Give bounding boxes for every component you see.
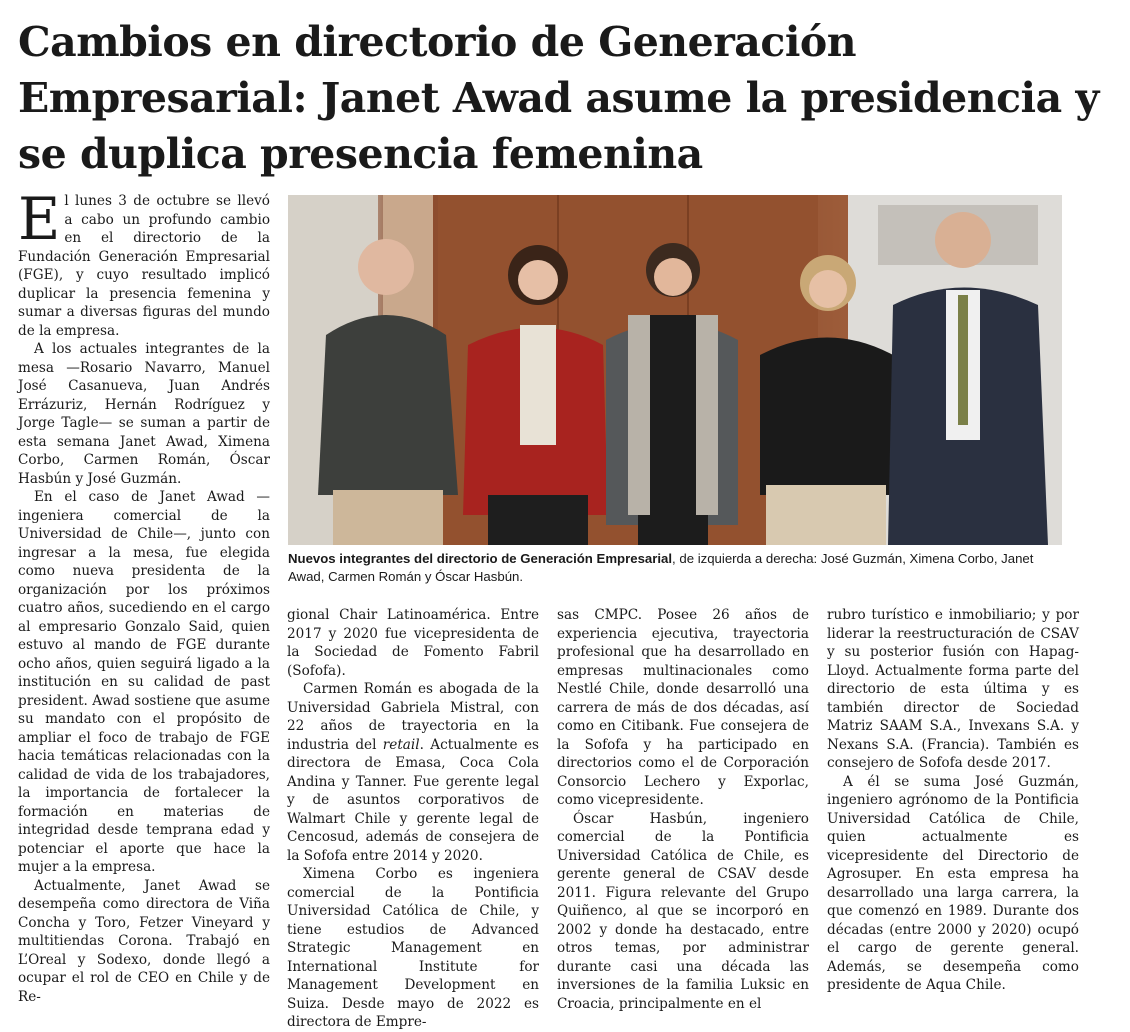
paragraph: Ximena Corbo es ingeniera comercial de la Pontificia Universidad Católica de Chile, y tiene estudios de Advanced Strategic Management en International Institute for Management Development en Suiza. Desde mayo de 2022 es directora de Empre-: [287, 866, 539, 1030]
paragraph: [18, 185, 270, 340]
paragraph-text: l lunes 3 de octubre se llevó a cabo un profundo cambio en el directorio de la Fundación Generación Empresarial (FGE), y cuyo resultado implicó duplicar la presencia femenina y sumar a diversas figuras del mundo de la empresa.: [18, 193, 270, 339]
paragraph: Actualmente, Janet Awad se desempeña como directora de Viña Concha y Toro, Fetzer Vineyard y multitiendas Corona. Trabajó en L’Oreal y Sodexo, donde llegó a ocupar el rol de CEO en Chile y de Re-: [18, 877, 270, 1005]
photo-caption: [288, 550, 1068, 586]
italic-term: retail: [382, 736, 420, 753]
article-column-1: [18, 185, 270, 1006]
paragraph-text: Carmen Román es abogada de la Universidad Gabriela Mistral, con 22 años de trayectoria en la industria del: [287, 681, 539, 753]
headline: Cambios en directorio de Generación Empresarial: Janet Awad asume la presidencia y se duplica presencia femenina: [18, 18, 1099, 178]
dropcap: E: [18, 185, 61, 253]
paragraph: [287, 680, 539, 865]
article-column-2: [287, 606, 539, 1032]
paragraph: gional Chair Latinoamérica. Entre 2017 y 2020 fue vicepresidenta de la Sociedad de Fomento Fabril (Sofofa).: [287, 607, 539, 679]
group-photo-illustration: [288, 195, 1062, 545]
article-column-4: [827, 606, 1079, 995]
paragraph: A los actuales integrantes de la mesa —Rosario Navarro, Manuel José Casanueva, Juan Andrés Errázuriz, Hernán Rodríguez y Jorge Tagle— se suman a partir de esta semana Janet Awad, Ximena Corbo, Carmen Román, Óscar Hasbún y José Guzmán.: [18, 341, 270, 487]
paragraph: A él se suma José Guzmán, ingeniero agrónomo de la Pontificia Universidad Católica de Chile, quien actualmente es vicepresidente del Directorio de Agrosuper. En esta empresa ha desarrollado una larga carrera, la que comenzó en 1989. Durante dos décadas (entre 2000 y 2020) ocupó el cargo de gerente general. Además, se desempeña como presidente de Aqua Chile.: [827, 773, 1079, 993]
paragraph: En el caso de Janet Awad —ingeniera comercial de la Universidad de Chile—, junto con ingresar a la mesa, fue elegida como nueva presidenta de la organización por los próximos cuatro años, sucediendo en el cargo al empresario Gonzalo Said, quien estuvo al mando de FGE durante ocho años, quien seguirá ligado a la institución en su calidad de past president. Awad sostiene que asume su mandato con el propósito de ampliar el foco de trabajo de FGE hacia temáticas relacionadas con la calidad de vida de los trabajadores, la importancia de fortalecer la formación en materias de integridad desde temprana edad y potenciar el aporte que hace la mujer a la empresa.: [18, 489, 270, 875]
paragraph: sas CMPC. Posee 26 años de experiencia ejecutiva, trayectoria profesional que ha desarrollado en empresas multinacionales como Nestlé Chile, donde desarrolló una carrera de más de dos décadas, así como en Citibank. Fue consejera de la Sofofa y ha participado en directorios como el de Corporación Consorcio Lechero y Exporlac, como vicepresidente.: [557, 607, 809, 808]
caption-text: , de izquierda a derecha: José Guzmán, Ximena Corbo, Janet Awad, Carmen Román y Óscar Hasbún.: [288, 551, 1034, 584]
group-photo: [288, 195, 1062, 545]
article-column-3: [557, 606, 809, 1013]
paragraph-text: . Actualmente es directora de Emasa, Coca Cola Andina y Tanner. Fue gerente legal y de asuntos corporativos de Walmart Chile y gerente legal de Cencosud, además de consejera de la Sofofa entre 2014 y 2020.: [287, 736, 539, 864]
paragraph: Óscar Hasbún, ingeniero comercial de la Pontificia Universidad Católica de Chile, es gerente general de CSAV desde 2011. Figura relevante del Grupo Quiñenco, al que se incorporó en 2002 y donde ha destacado, entre otros temas, por administrar durante casi una década las inversiones de la familia Luksic en Croacia, principalmente en el: [557, 810, 809, 1012]
paragraph: rubro turístico e inmobiliario; y por liderar la reestructuración de CSAV y su posterior fusión con Hapag-Lloyd. Actualmente forma parte del directorio de esta última y es también director de Sociedad Matriz SAAM S.A., Invexans S.A. y Nexans S.A. (Francia). También es consejero de Sofofa desde 2017.: [827, 607, 1079, 771]
caption-bold: Nuevos integrantes del directorio de Generación Empresarial: [288, 551, 673, 566]
